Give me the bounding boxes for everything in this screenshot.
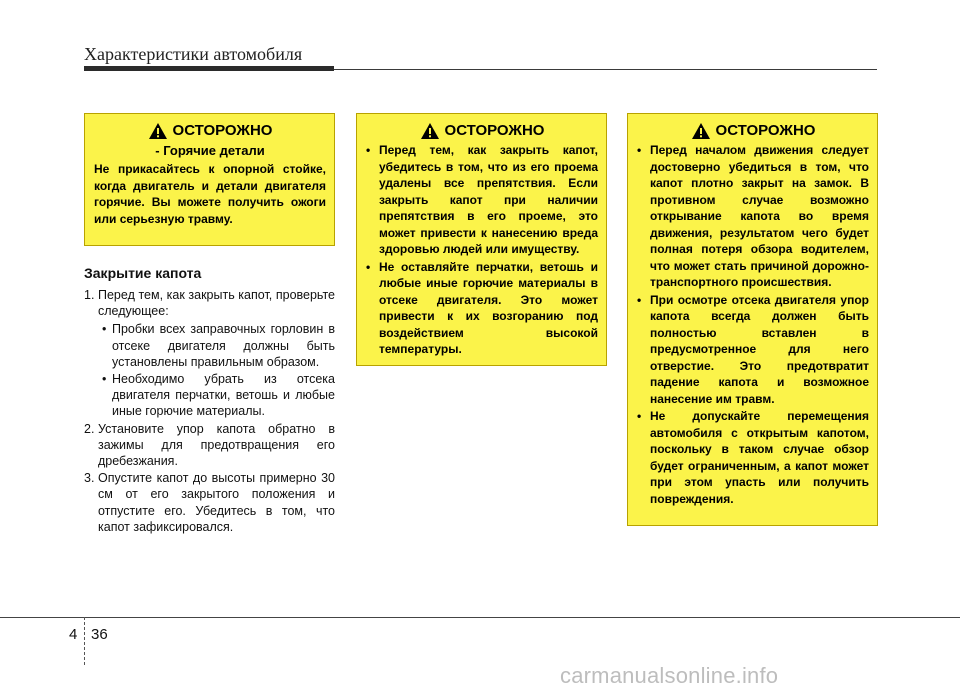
footer-divider <box>84 617 85 665</box>
warning-item: • Не оставляйте перчатки, ветошь и любые иные горючие материалы в отсеке двигателя. Это может привести к их возгоранию под воздействием высокой температуры. <box>366 259 598 358</box>
watermark: carmanualsonline.info <box>560 663 779 688</box>
footer-rule <box>0 617 960 618</box>
warning-list <box>366 142 598 358</box>
step-text: Опустите капот до высоты примерно 30 см от его закрытого положения и отпустите его. Убедитесь в том, что капот зафиксировался. <box>98 471 335 534</box>
step-text: Установите упор капота обратно в зажимы для предотвращения его дребезжания. <box>98 421 335 469</box>
header-rule <box>334 69 877 70</box>
warning-heading-row <box>94 122 326 140</box>
steps-list <box>84 287 335 536</box>
warning-box-hot-parts <box>84 113 335 246</box>
warning-triangle-icon <box>691 122 711 140</box>
warning-text: Не прикасайтесь к опорной стойке, когда двигатель и детали двигателя горячие. Вы можете получить ожоги или серьезную травму. <box>94 162 326 226</box>
warning-heading: ОСТОРОЖНО <box>172 122 273 139</box>
warning-item: • Перед началом движения следует достоверно убедиться в том, что капот плотно закрыт на замок. В противном случае возможно открывание капота во время движения, результатом чего будет полная потеря обзора водителем, что может стать причиной дорожно-транспортного происшествия. <box>637 142 869 291</box>
warning-heading-row <box>366 122 598 140</box>
header-bar <box>84 66 334 71</box>
step-bullet: • Необходимо убрать из отсека двигателя перчатки, ветошь и любые иные горючие материалы. <box>98 371 335 420</box>
chapter-number: 4 <box>69 626 78 643</box>
section-title: Закрытие капота <box>84 265 202 281</box>
warning-heading: ОСТОРОЖНО <box>444 122 545 139</box>
warning-item: • Перед тем, как закрыть капот, убедитесь в том, что из его проема удалены все препятствия. Если закрыть капот при наличии препятствия в его проеме, это может привести к нанесению вреда здоровью людей или имуществу. <box>366 142 598 258</box>
step-number: 2. <box>84 421 95 436</box>
step-item <box>84 421 335 470</box>
step-bullets <box>98 321 335 419</box>
warning-list <box>637 142 869 507</box>
warning-heading: ОСТОРОЖНО <box>715 122 816 139</box>
step-item <box>84 470 335 535</box>
step-text: Перед тем, как закрыть капот, проверьте следующее: <box>98 288 335 319</box>
step-bullet: • Пробки всех заправочных горловин в отсеке двигателя должны быть установлены правильным образом. <box>98 321 335 370</box>
page-number: 36 <box>91 626 108 643</box>
warning-item: • При осмотре отсека двигателя упор капота всегда должен быть полностью вставлен в предусмотренное для него отверстие. Это предотвратит падение капота и возможное нанесение им травм. <box>637 292 869 408</box>
step-item <box>84 287 335 420</box>
warning-triangle-icon <box>420 122 440 140</box>
page-title: Характеристики автомобиля <box>84 44 303 64</box>
step-number: 3. <box>84 471 95 486</box>
warning-triangle-icon <box>148 122 168 140</box>
step-number: 1. <box>84 288 95 302</box>
warning-box-obstacles <box>356 113 607 366</box>
warning-heading-row <box>637 122 869 140</box>
warning-subheading: - Горячие детали <box>155 143 265 158</box>
warning-box-latch <box>627 113 878 526</box>
warning-item: • Не допускайте перемещения автомобиля с открытым капотом, поскольку в таком случае обзор будет ограниченным, а капот может при этом упасть или получить повреждения. <box>637 408 869 507</box>
